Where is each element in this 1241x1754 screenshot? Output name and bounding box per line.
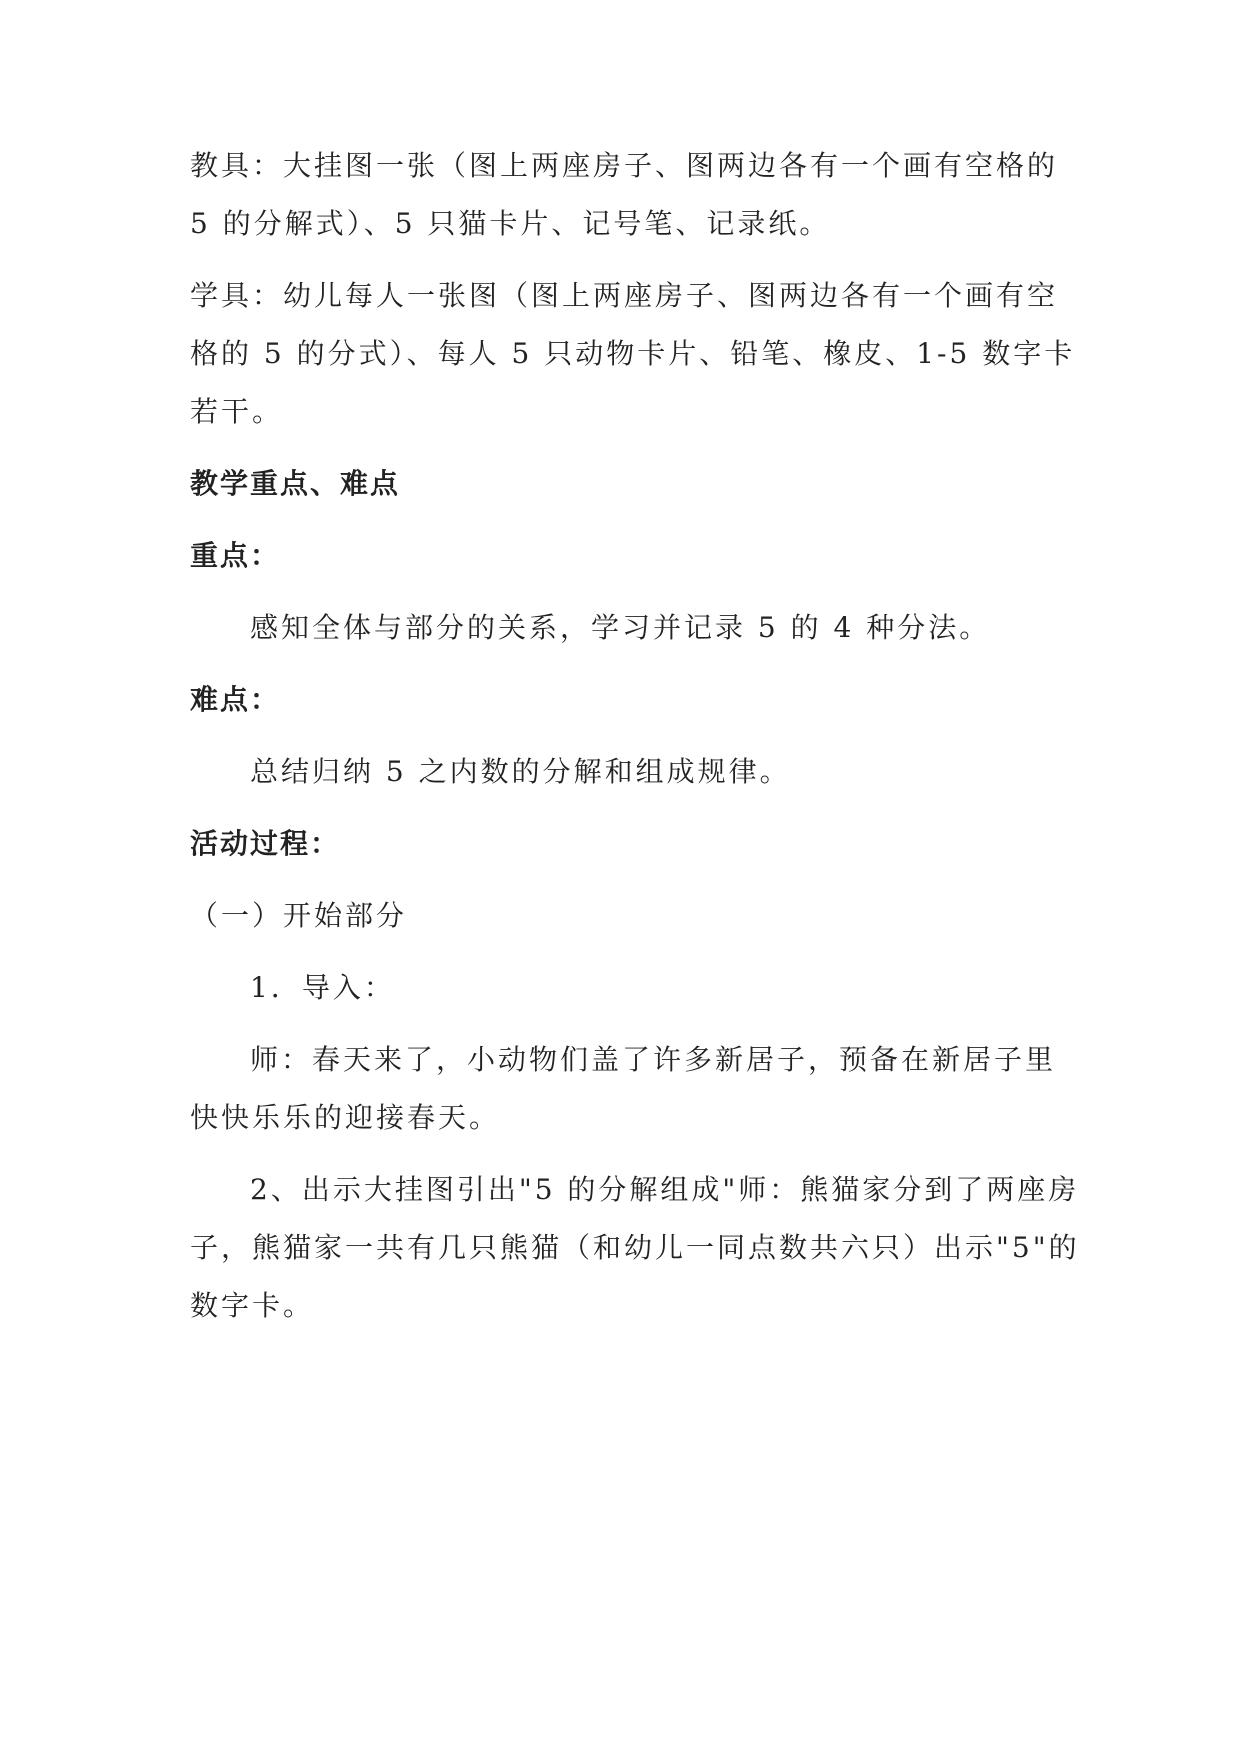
- tools-teacher-line-2: 5 的分解式）、5 只猫卡片、记号笔、记录纸。: [190, 207, 831, 240]
- teacher-intro-line-2: 快快乐乐的迎接春天。: [190, 1101, 501, 1134]
- tools-student-line-2: 格的 5 的分式）、每人 5 只动物卡片、铅笔、橡皮、1-5 数字卡: [190, 337, 1076, 370]
- heading-key-difficult: 教学重点、难点: [190, 467, 401, 500]
- heading-key: 重点：: [190, 539, 281, 572]
- section-start: （一）开始部分: [190, 899, 408, 932]
- difficult-text: 总结归纳 5 之内数的分解和组成规律。: [250, 755, 791, 788]
- step2-line-1: 2、出示大挂图引出"5 的分解组成"师：熊猫家分到了两座房: [250, 1173, 1080, 1206]
- tools-teacher-line-1: 教具：大挂图一张（图上两座房子、图两边各有一个画有空格的: [190, 149, 1059, 182]
- step2-line-2: 子，熊猫家一共有几只熊猫（和幼儿一同点数共六只）出示"5"的: [190, 1231, 1080, 1264]
- tools-student-line-3: 若干。: [190, 395, 284, 428]
- teacher-intro-line-1: 师：春天来了，小动物们盖了许多新居子，预备在新居子里: [250, 1043, 1057, 1076]
- step1-title: 1．导入：: [250, 971, 395, 1004]
- heading-process: 活动过程：: [190, 827, 341, 860]
- tools-student-line-1: 学具：幼儿每人一张图（图上两座房子、图两边各有一个画有空: [190, 279, 1059, 312]
- heading-difficult: 难点：: [190, 683, 281, 716]
- step2-line-3: 数字卡。: [190, 1289, 315, 1322]
- key-text: 感知全体与部分的关系，学习并记录 5 的 4 种分法。: [250, 611, 991, 644]
